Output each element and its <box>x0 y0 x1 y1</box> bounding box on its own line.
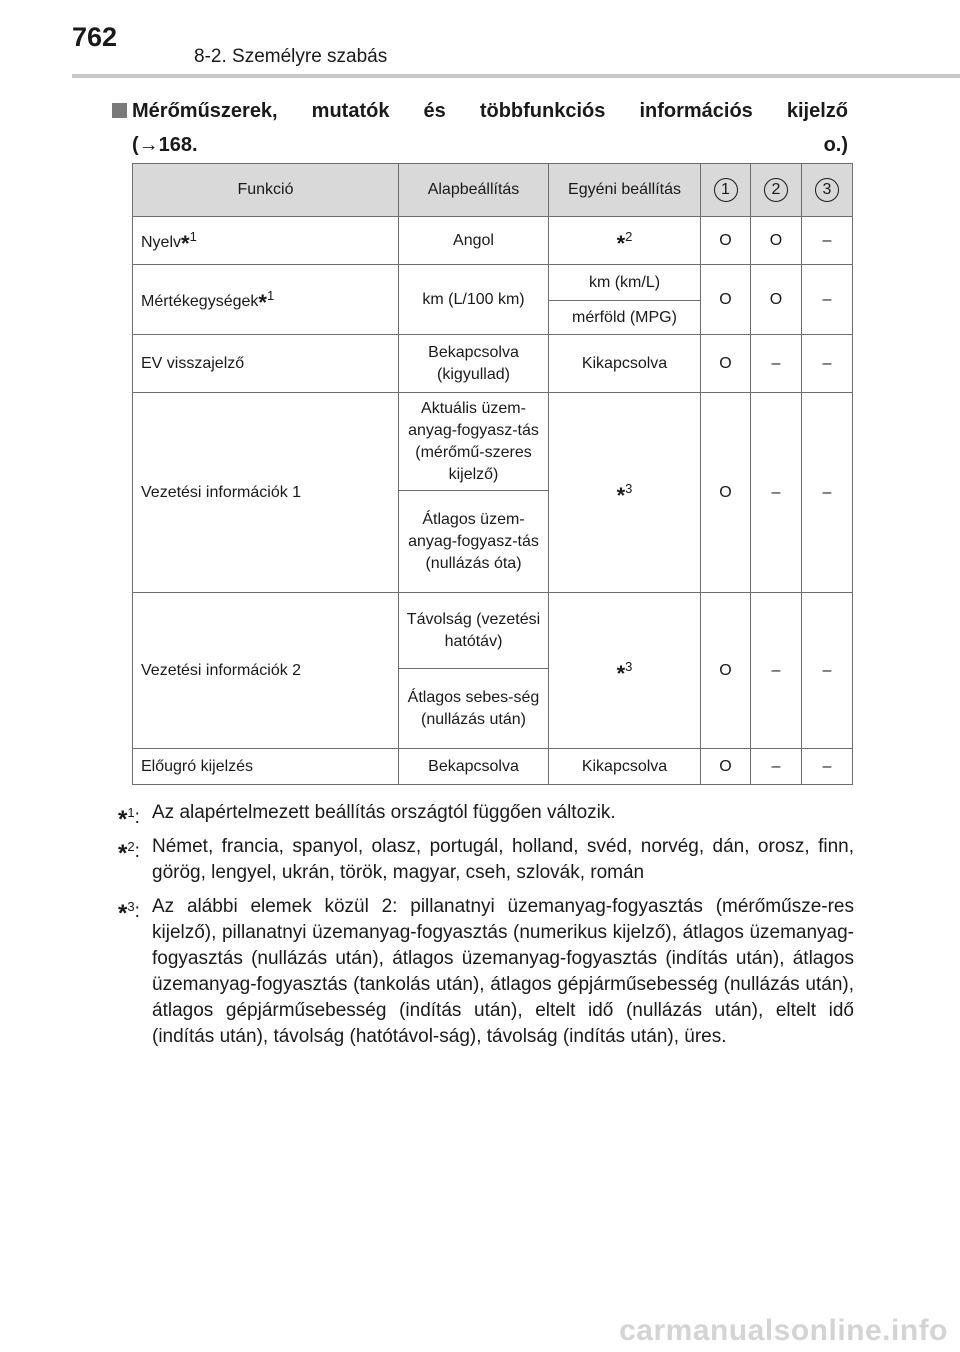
section-page-reference: (→168. o.) <box>132 134 848 156</box>
row-col2: O <box>751 217 802 265</box>
page-number: 762 <box>72 22 118 52</box>
row-custom <box>549 593 701 749</box>
row-col2: – <box>751 393 802 593</box>
row-col1: O <box>701 749 751 785</box>
footnote-number: 1 <box>127 805 135 820</box>
row-custom-option: km (km/L) <box>549 265 701 301</box>
row-col2: – <box>751 335 802 393</box>
row-col3: – <box>802 217 853 265</box>
row-col3: – <box>802 335 853 393</box>
footnote-ref: 3 <box>625 481 633 496</box>
section-title: Mérőműszerek, mutatók és többfunkciós információs kijelző <box>132 100 848 122</box>
row-custom: Kikapcsolva <box>549 335 701 393</box>
row-col3: – <box>802 593 853 749</box>
row-col1: O <box>701 265 751 335</box>
section-heading <box>132 94 848 162</box>
chapter-title: 8-2. Személyre szabás <box>194 46 388 67</box>
table-header-row <box>133 164 853 217</box>
square-bullet-icon <box>112 103 127 118</box>
row-default-option: Átlagos sebes-ség (nullázás után) <box>399 669 549 749</box>
asterisk-mark: * <box>118 806 128 833</box>
footnote-ref: 2 <box>625 229 633 244</box>
circled-number-3: 3 <box>815 178 839 202</box>
header-col2 <box>751 164 802 217</box>
row-function: Vezetési információk 1 <box>133 393 399 593</box>
footnote-marker: *$^1$: <box>118 805 140 833</box>
settings-table <box>132 163 853 785</box>
table-row <box>133 265 853 301</box>
row-col3: – <box>802 749 853 785</box>
circled-number-1: 1 <box>714 178 738 202</box>
asterisk-mark: * <box>118 900 128 927</box>
page-header <box>0 0 960 80</box>
row-default: km (L/100 km) <box>399 265 549 335</box>
row-custom-option: mérföld (MPG) <box>549 301 701 335</box>
header-default: Alapbeállítás <box>399 164 549 217</box>
row-custom <box>549 217 701 265</box>
row-default: Bekapcsolva <box>399 749 549 785</box>
table-row <box>133 593 853 669</box>
row-col3: – <box>802 393 853 593</box>
watermark-text: carmanualsonline.info <box>619 1314 948 1347</box>
row-col2: O <box>751 265 802 335</box>
footnote-ref: 3 <box>625 659 633 674</box>
row-function-label: Nyelv <box>141 234 182 251</box>
row-function <box>133 265 399 335</box>
row-default-option: Távolság (vezetési hatótáv) <box>399 593 549 669</box>
row-default: Angol <box>399 217 549 265</box>
table-row <box>133 393 853 491</box>
footnote-marker: *$^3$: <box>118 899 140 927</box>
watermark <box>0 1312 960 1352</box>
header-col3 <box>802 164 853 217</box>
footnote-ref: 1 <box>266 288 275 303</box>
row-custom <box>549 393 701 593</box>
row-function: Vezetési információk 2 <box>133 593 399 749</box>
table-row <box>133 217 853 265</box>
asterisk-mark: * <box>118 840 128 867</box>
footnote-text: Az alapértelmezett beállítás országtól függően változik. <box>152 802 616 823</box>
header-custom: Egyéni beállítás <box>549 164 701 217</box>
row-col2: – <box>751 593 802 749</box>
asterisk-mark: * <box>181 231 190 256</box>
footnote-ref: 1 <box>189 229 197 244</box>
row-function: EV visszajelző <box>133 335 399 393</box>
row-function-label: Mértékegységek <box>141 293 259 310</box>
row-default-option: Aktuális üzem-anyag-fogyasz-tás (mérőmű-szeres kijelző) <box>399 393 549 491</box>
asterisk-mark: * <box>616 661 626 686</box>
row-default-option: Átlagos üzem-anyag-fogyasz-tás (nullázás óta) <box>399 491 549 593</box>
row-function: Előugró kijelzés <box>133 749 399 785</box>
header-function: Funkció <box>133 164 399 217</box>
circled-number-2: 2 <box>764 178 788 202</box>
footnote-number: 3 <box>127 899 135 914</box>
row-col1: O <box>701 217 751 265</box>
footnote-3 <box>118 894 854 1050</box>
row-col1: O <box>701 593 751 749</box>
row-function <box>133 217 399 265</box>
row-col2: – <box>751 749 802 785</box>
footnote-text: Német, francia, spanyol, olasz, portugál, holland, svéd, norvég, dán, orosz, finn, görög, lengyel, ukrán, török, magyar, cseh, szlovák, román <box>152 836 854 883</box>
row-default: Bekapcsolva (kigyullad) <box>399 335 549 393</box>
asterisk-mark: * <box>616 483 626 508</box>
footnotes <box>118 800 854 1058</box>
header-col1 <box>701 164 751 217</box>
asterisk-mark: * <box>616 231 626 256</box>
footnote-1 <box>118 800 854 833</box>
row-col1: O <box>701 335 751 393</box>
row-col3: – <box>802 265 853 335</box>
footnote-2 <box>118 834 854 886</box>
asterisk-mark: * <box>258 290 267 315</box>
table-row <box>133 335 853 393</box>
row-col1: O <box>701 393 751 593</box>
row-custom: Kikapcsolva <box>549 749 701 785</box>
footnote-marker: *$^2$: <box>118 839 140 867</box>
header-rule <box>72 74 960 78</box>
footnote-number: 2 <box>127 839 135 854</box>
footnote-text: Az alábbi elemek közül 2: pillanatnyi üzemanyag-fogyasztás (mérőműsze-res kijelző), pillanatnyi üzemanyag-fogyasztás (numerikus kijelző), átlagos üzemanyag-fogyasztás (nullázás után), átlagos üzemanyag-fogyasztás (indítás után), átlagos üzemanyag-fogyasztás (tankolás után), átlagos gépjárműsebesség (nullázás után), átlagos gépjárműsebesség (indítás után), eltelt idő (nullázás után), eltelt idő (indítás után), távolság (hatótávol-ság), távolság (indítás után), üres. <box>152 896 854 1047</box>
table-row <box>133 749 853 785</box>
